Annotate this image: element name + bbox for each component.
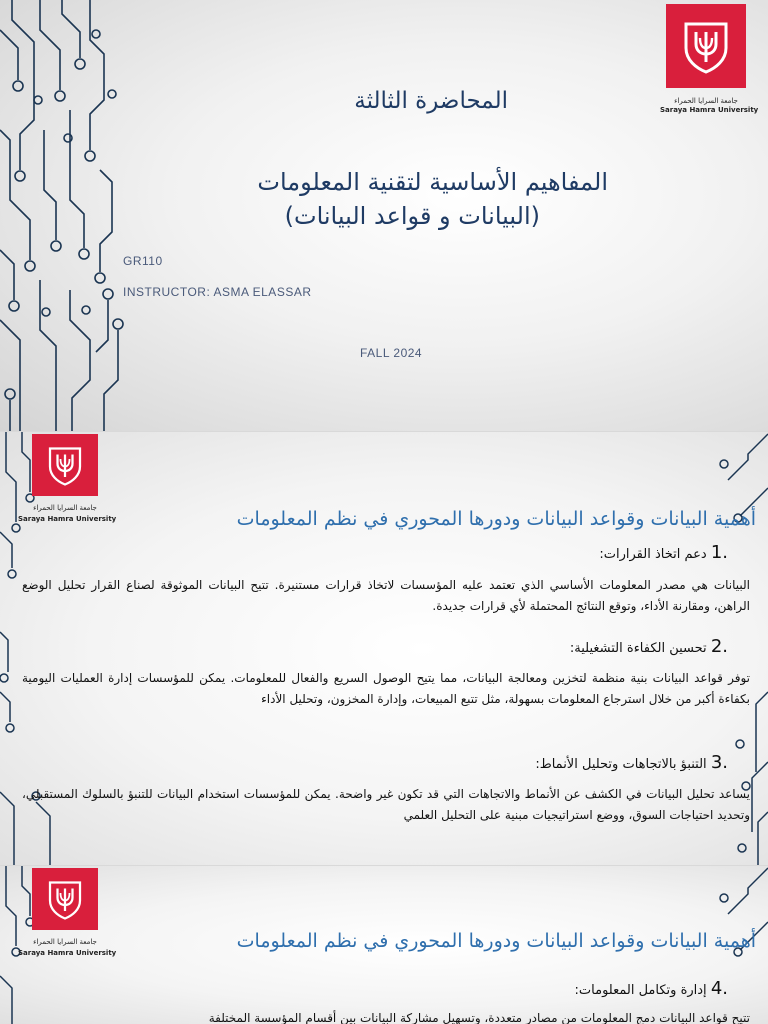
- university-logo: [666, 4, 746, 88]
- lecture-title: المحاضرة الثالثة: [354, 88, 508, 114]
- logo-name-en: Saraya Hamra University: [18, 515, 117, 523]
- item-2-title: [570, 636, 728, 657]
- item-3-number: .3: [710, 752, 728, 773]
- item-3-text: يساعد تحليل البيانات في الكشف عن الأنماط والاتجاهات التي قد تكون غير واضحة. يمكن للمؤسسات استخدام البيانات للتنبؤ بالسلوك المستقبلي، وتحديد احتياجات السوق، ووضع استراتيجيات مبنية على التحليل العلمي: [22, 787, 750, 822]
- item-2-number: .2: [710, 636, 728, 657]
- item-1-title: [599, 542, 728, 563]
- shield-icon: [678, 18, 734, 74]
- item-2-label: تحسين الكفاءة التشغيلية:: [569, 641, 707, 656]
- logo-name-en: Saraya Hamra University: [18, 949, 117, 957]
- item-3-label: التنبؤ بالاتجاهات وتحليل الأنماط:: [535, 757, 707, 772]
- slide-heading: أهمية البيانات وقواعد البيانات ودورها المحوري في نظم المعلومات: [236, 930, 756, 952]
- course-code: GR110: [123, 254, 163, 268]
- content-slide-1: [0, 432, 768, 866]
- lecture-subtitle-2: (البيانات و قواعد البيانات): [284, 202, 540, 230]
- logo-name-en: Saraya Hamra University: [660, 106, 759, 114]
- item-4-number: .4: [710, 978, 728, 999]
- item-1-number: .1: [710, 542, 728, 563]
- item-4-label: إدارة وتكامل المعلومات:: [574, 983, 707, 998]
- logo-name-ar: جامعة السرايا الحمراء: [674, 97, 738, 105]
- title-slide: [0, 0, 768, 432]
- content-slide-2: [0, 866, 768, 1024]
- instructor: INSTRUCTOR: ASMA ELASSAR: [123, 285, 312, 299]
- item-1-label: دعم اتخاذ القرارات:: [599, 547, 707, 562]
- term: FALL 2024: [360, 346, 423, 360]
- logo-name-ar: جامعة السرايا الحمراء: [33, 938, 97, 946]
- shield-icon: [44, 444, 86, 486]
- lecture-subtitle-1: المفاهيم الأساسية لتقنية المعلومات: [257, 168, 608, 196]
- item-4-title: [575, 978, 728, 999]
- item-2-text: توفر قواعد البيانات بنية منظمة لتخزين ومعالجة البيانات، مما يتيح الوصول السريع والفعال للمعلومات. يمكن للمؤسسات إدارة العمليات اليومية بكفاءة أكبر من خلال استرجاع المعلومات بسهولة، مثل تتبع المبيعات، وإدارة المخزون، وتحليل الأداء: [22, 671, 750, 706]
- item-1-text: البيانات هي مصدر المعلومات الأساسي الذي تعتمد عليه المؤسسات لاتخاذ قرارات مستنيرة. تتيح البيانات الموثوقة لصناع القرار تحليل الوضع الراهن، ومقارنة الأداء، وتوقع النتائج المحتملة لأي قرارات جديدة.: [22, 578, 750, 613]
- university-logo: [32, 868, 98, 930]
- shield-icon: [44, 878, 86, 920]
- item-4-text: تتيح قواعد البيانات دمج المعلومات من مصادر متعددة، وتسهيل مشاركة البيانات بين أقسام المؤسسة المختلفة: [208, 1011, 750, 1024]
- logo-name-ar: جامعة السرايا الحمراء: [33, 504, 97, 512]
- university-logo: [32, 434, 98, 496]
- item-3-title: [535, 752, 728, 773]
- slide-heading: أهمية البيانات وقواعد البيانات ودورها المحوري في نظم المعلومات: [236, 508, 756, 530]
